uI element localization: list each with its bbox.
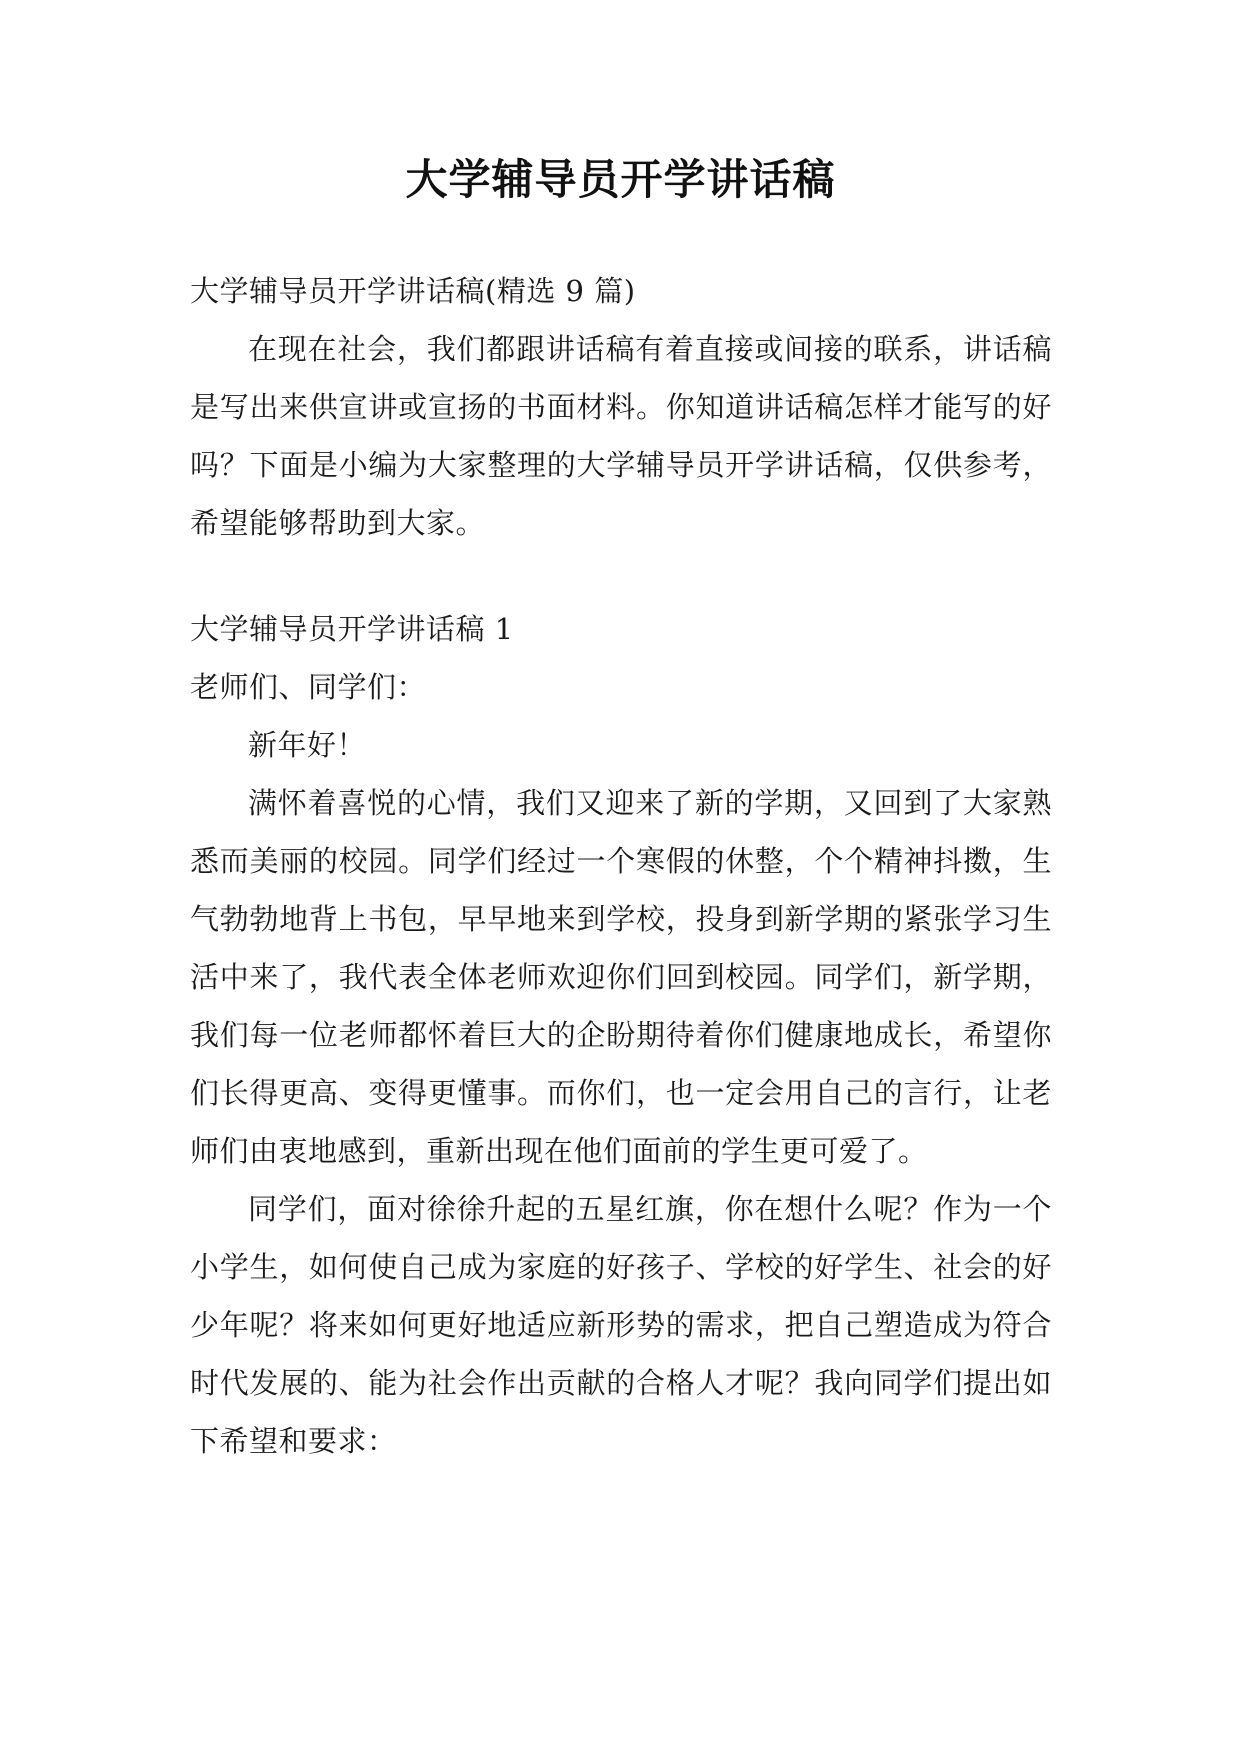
section-gap <box>190 552 1052 600</box>
document-body <box>190 262 1052 1470</box>
section-heading: 大学辅导员开学讲话稿 1 <box>190 612 514 646</box>
document-subtitle: 大学辅导员开学讲话稿(精选 9 篇) <box>190 274 636 308</box>
salutation: 老师们、同学们： <box>190 670 427 704</box>
intro-paragraph: 在现在社会，我们都跟讲话稿有着直接或间接的联系，讲话稿是写出来供宣讲或宣扬的书面材料。你知道讲话稿怎样才能写的好吗？下面是小编为大家整理的大学辅导员开学讲话稿，仅供参考，希望能够帮助到大家。 <box>190 332 1052 540</box>
body-paragraph: 同学们，面对徐徐升起的五星红旗，你在想什么呢？作为一个小学生，如何使自己成为家庭的好孩子、学校的好学生、社会的好少年呢？将来如何更好地适应新形势的需求，把自己塑造成为符合时代发展的、能为社会作出贡献的合格人才呢？我向同学们提出如下希望和要求： <box>190 1192 1052 1458</box>
body-paragraph: 满怀着喜悦的心情，我们又迎来了新的学期，又回到了大家熟悉而美丽的校园。同学们经过一个寒假的休整，个个精神抖擞，生气勃勃地背上书包，早早地来到学校，投身到新学期的紧张学习生活中来了，我代表全体老师欢迎你们回到校园。同学们，新学期，我们每一位老师都怀着巨大的企盼期待着你们健康地成长，希望你们长得更高、变得更懂事。而你们，也一定会用自己的言行，让老师们由衷地感到，重新出现在他们面前的学生更可爱了。 <box>190 786 1052 1168</box>
document-title: 大学辅导员开学讲话稿 <box>405 155 836 204</box>
greeting: 新年好！ <box>248 728 367 762</box>
